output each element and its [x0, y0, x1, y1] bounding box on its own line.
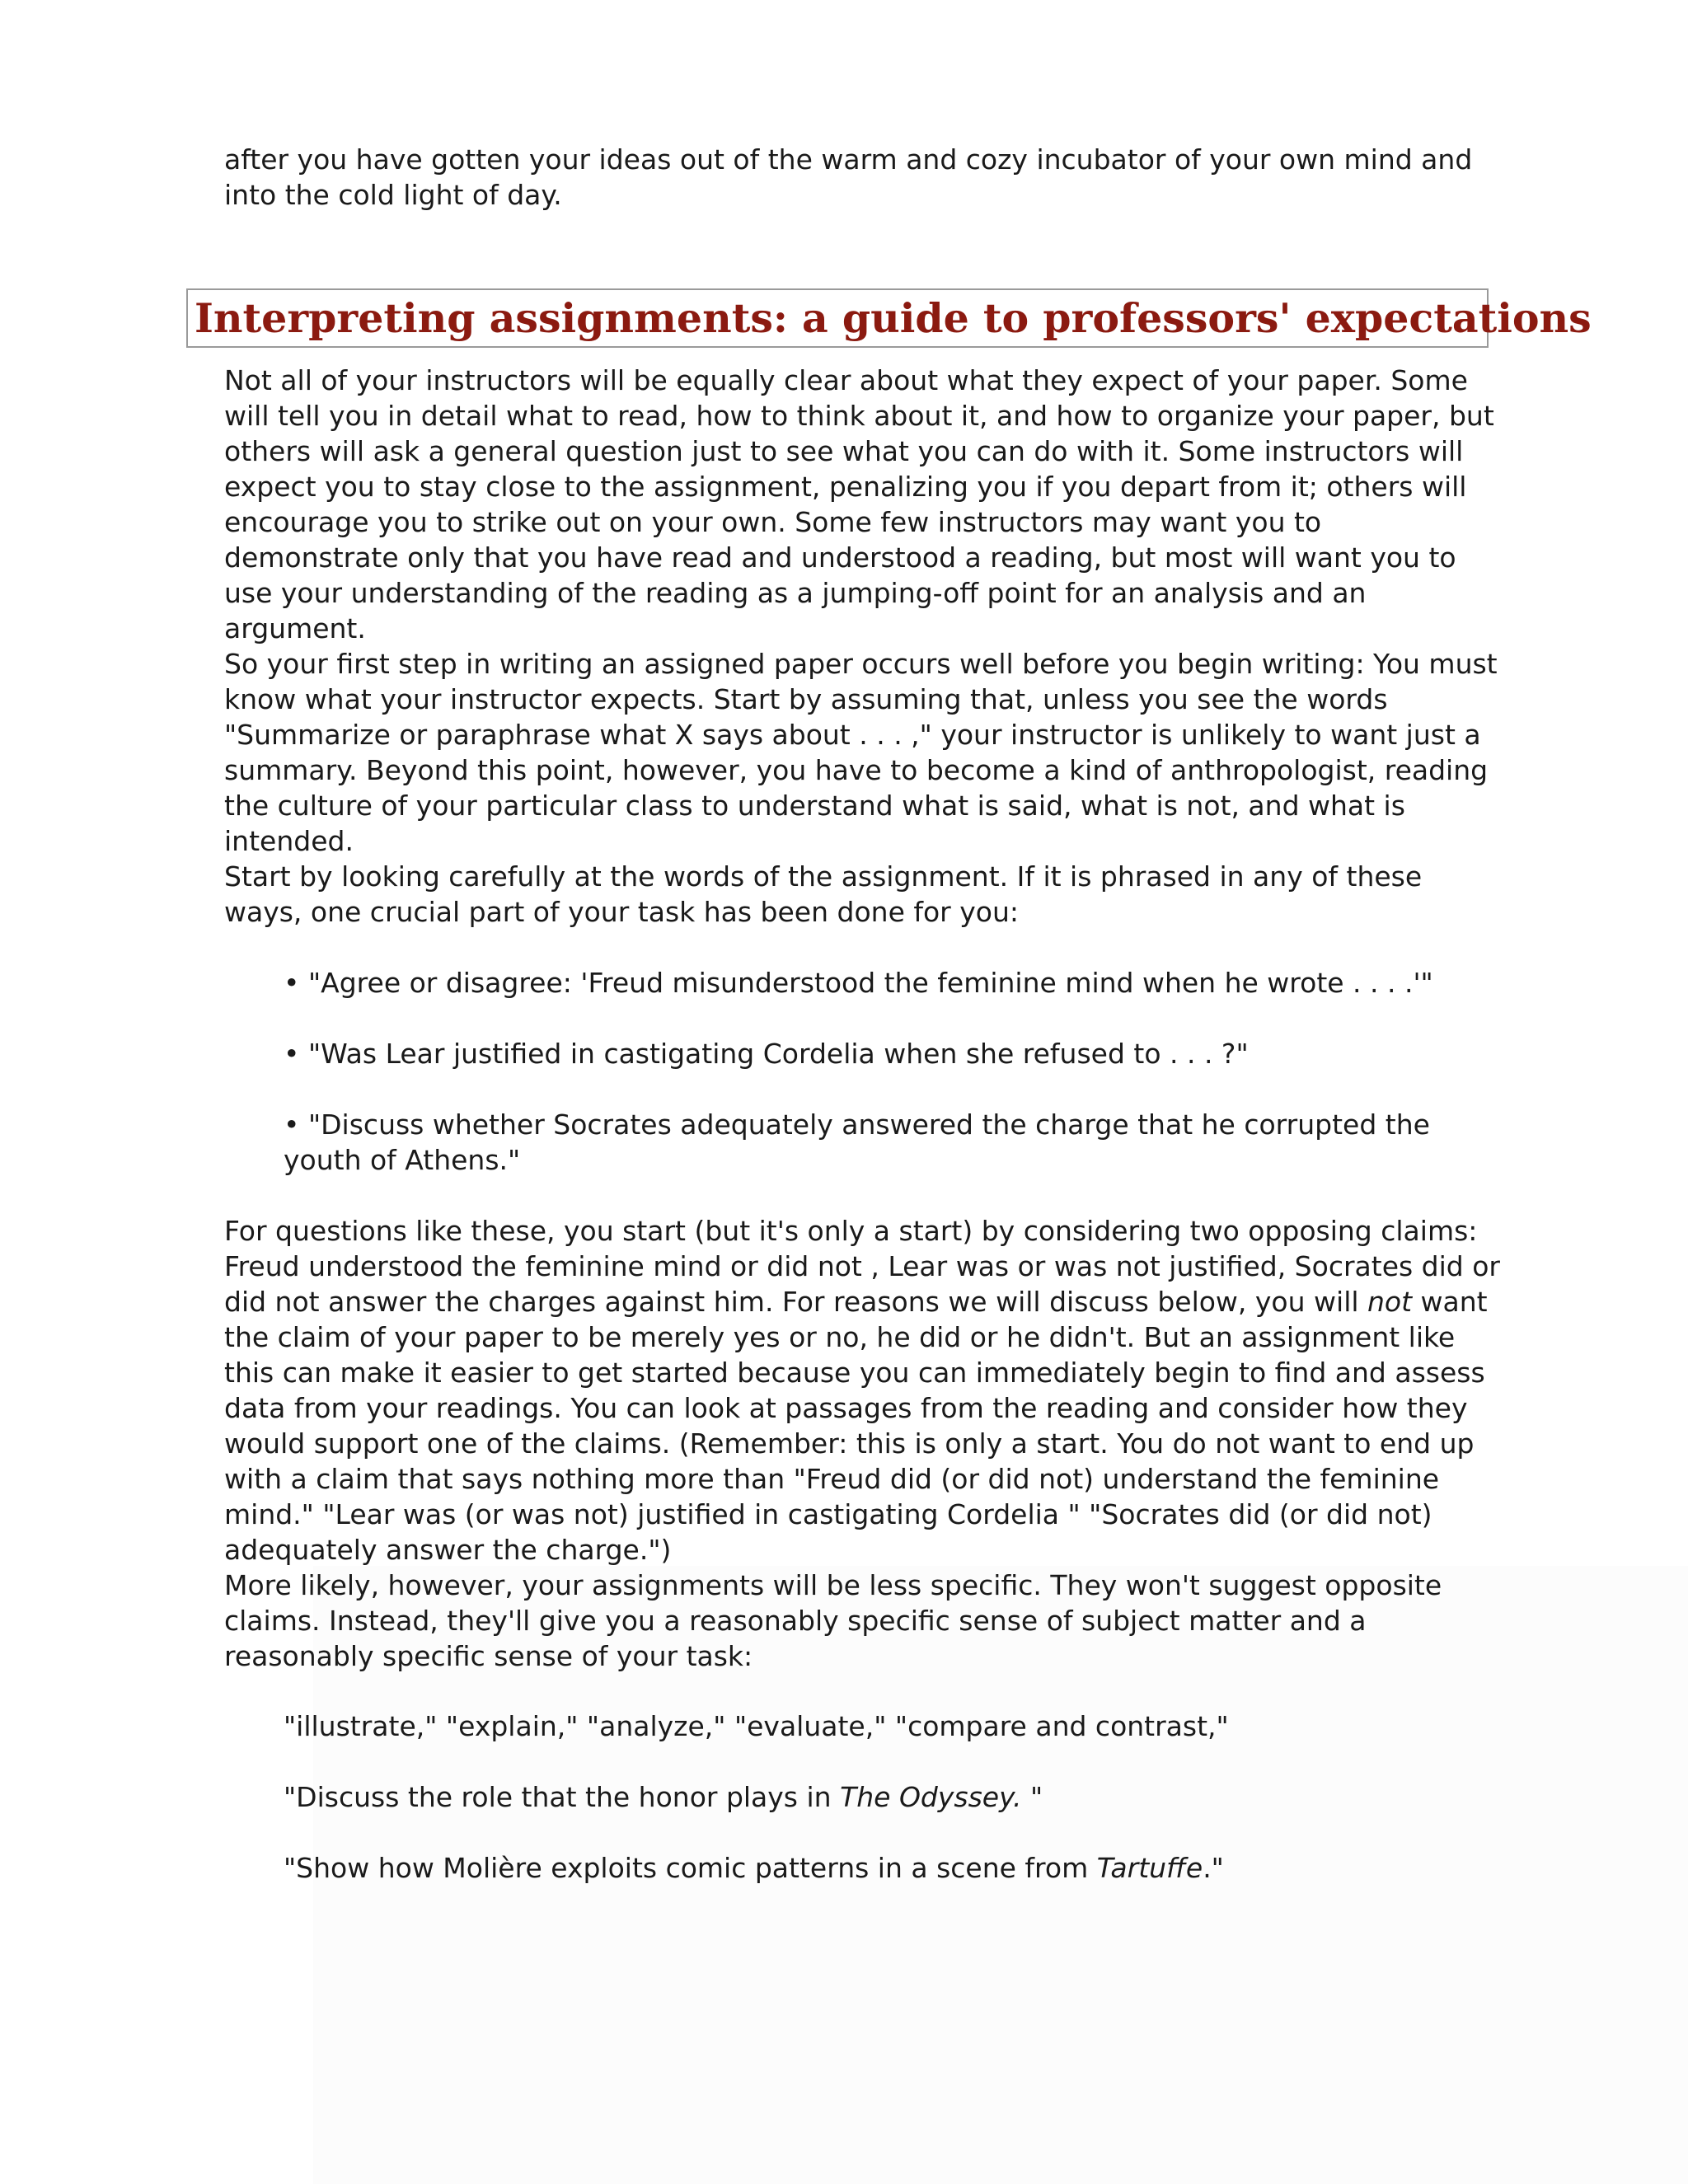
intro-text: after you have gotten your ideas out of the warm and cozy incubator of your own mind and into the cold light of day.: [224, 143, 1473, 211]
paragraph-2-text: So your first step in writing an assigned paper occurs well before you begin writing: You must know what your instructor expects. Start by assuming that, unless you see the words "Summarize or paraphrase what X says about . . . ," your instructor is unlikely to want just a summary. Beyond this point, however, you have to become a kind of anthropologist, reading the culture of your particular class to understand what is said, what is not, and what is intended.: [224, 648, 1498, 857]
example-3-end: .": [1203, 1852, 1224, 1884]
paragraph-2: [224, 646, 1502, 859]
example-1-text: "illustrate," "explain," "analyze," "evaluate," "compare and contrast,": [284, 1710, 1229, 1742]
paragraph-4-text-b: want the claim of your paper to be merely yes or no, he did or he didn't. But an assignment like this can make it easier to get started because you can immediately begin to find and assess data from your readings. You can look at passages from the reading and consider how they would support one of the claims. (Remember: this is only a start. You do not want to end up with a claim that says nothing more than "Freud did (or did not) understand the feminine mind." "Lear was (or was not) justified in castigating Cordelia " "Socrates did (or did not) adequately answer the charge."): [224, 1286, 1488, 1566]
example-3: [284, 1850, 1503, 1886]
example-3-text: "Show how Molière exploits comic patterns in a scene from: [284, 1852, 1097, 1884]
paragraph-1-text: Not all of your instructors will be equally clear about what they expect of your paper. Some will tell you in detail what to read, how to think about it, and how to organize your paper, but others will ask a general question just to see what you can do with it. Some instructors will expect you to stay close to the assignment, penalizing you if you depart from it; others will encourage you to strike out on your own. Some few instructors may want you to demonstrate only that you have read and understood a reading, but most will want you to use your understanding of the reading as a jumping-off point for an analysis and an argument.: [224, 364, 1494, 644]
example-1: [284, 1708, 1503, 1744]
bullet-marker: •: [284, 967, 300, 999]
example-2-title: The Odyssey.: [840, 1781, 1022, 1813]
paragraph-3-text: Start by looking carefully at the words of the assignment. If it is phrased in any of these ways, one crucial part of your task has been done for you:: [224, 860, 1423, 928]
example-3-title: Tartuffe: [1096, 1852, 1203, 1884]
example-2: [284, 1779, 1503, 1815]
intro-paragraph: [224, 142, 1502, 213]
bullet-text: "Discuss whether Socrates adequately answered the charge that he corrupted the youth of Athens.": [284, 1108, 1430, 1176]
paragraph-4-text-a: For questions like these, you start (but it's only a start) by considering two opposing claims: Freud understood the feminine mind or did not , Lear was or was not justified, Socrates did or did not answer the charges against him. For reasons we will discuss below, you will: [224, 1215, 1500, 1318]
emphasis-not: not: [1367, 1286, 1413, 1318]
bullet-marker: •: [284, 1038, 300, 1070]
paragraph-4: [224, 1213, 1502, 1568]
paragraph-3: [224, 859, 1502, 930]
paragraph-5: [224, 1568, 1502, 1674]
bullet-text: "Agree or disagree: 'Freud misunderstood the feminine mind when he wrote . . . .'": [307, 967, 1433, 999]
bullet-marker: •: [284, 1108, 300, 1141]
section-heading-box: [186, 288, 1592, 348]
section-title: Interpreting assignments: a guide to professors' expectations: [195, 294, 1592, 342]
example-2-end: ": [1021, 1781, 1043, 1813]
paragraph-5-text: More likely, however, your assignments will be less specific. They won't suggest opposite claims. Instead, they'll give you a reasonably specific sense of subject matter and a reasonably specific sense of your task:: [224, 1569, 1442, 1672]
example-2-text: "Discuss the role that the honor plays in: [284, 1781, 841, 1813]
bullet-text: "Was Lear justified in castigating Cordelia when she refused to . . . ?": [307, 1038, 1249, 1070]
bullet-item-2: [284, 1036, 1503, 1071]
bullet-item-3: [284, 1107, 1503, 1178]
bullet-item-1: [284, 965, 1503, 1001]
paragraph-1: [224, 363, 1502, 646]
